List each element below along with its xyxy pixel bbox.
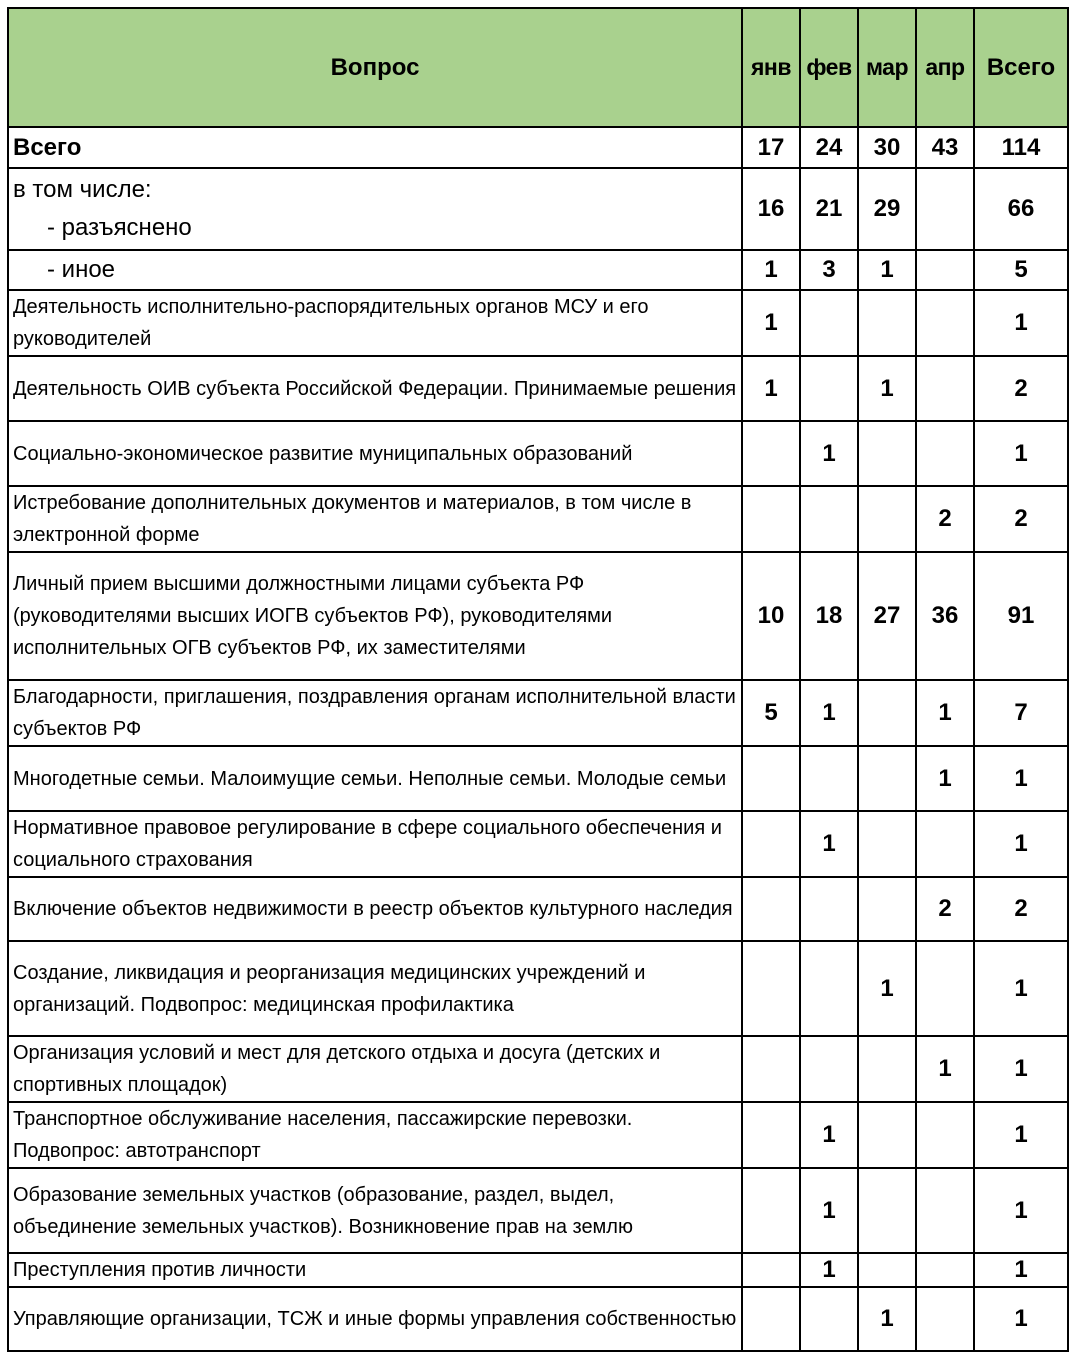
table-row [8,1253,1068,1287]
question-label: Нормативное правовое регулирование в сфере социального обеспечения и социального страхования [8,811,742,877]
month-count-cell [858,811,916,877]
table-header-row [8,8,1068,127]
month-count-cell [858,1036,916,1102]
summary-other-row [8,250,1068,290]
table-row [8,1102,1068,1168]
table-row [8,486,1068,552]
month-count-cell: 1 [800,1102,858,1168]
row-total-cell: 1 [974,1102,1068,1168]
month-count-cell [742,1036,800,1102]
month-count-cell [800,1287,858,1351]
month-count-cell [742,1253,800,1287]
month-count-cell [858,680,916,746]
table-cell [916,168,974,250]
row-total-cell: 2 [974,356,1068,421]
table-cell: 1 [858,250,916,290]
month-count-cell [800,877,858,941]
table-cell: 29 [858,168,916,250]
month-count-cell [800,486,858,552]
month-count-cell [916,290,974,356]
table-row [8,290,1068,356]
other-label: - иное [47,256,116,283]
row-total-cell: 1 [974,746,1068,811]
question-label: Многодетные семьи. Малоимущие семьи. Неполные семьи. Молодые семьи [8,746,742,811]
month-count-cell [742,746,800,811]
month-count-cell [858,1102,916,1168]
month-count-cell: 27 [858,552,916,680]
month-count-cell [742,486,800,552]
header-month-feb: фев [800,8,858,127]
question-label: Деятельность ОИВ субъекта Российской Федерации. Принимаемые решения [8,356,742,421]
question-label: Благодарности, приглашения, поздравления органам исполнительной власти субъектов РФ [8,680,742,746]
month-count-cell [916,1253,974,1287]
summary-explained-label [8,168,742,250]
summary-explained-row [8,168,1068,250]
month-count-cell [742,877,800,941]
month-count-cell [916,811,974,877]
table-row [8,941,1068,1036]
month-count-cell: 1 [800,811,858,877]
month-count-cell: 1 [858,941,916,1036]
table-cell [916,250,974,290]
summary-total-row [8,127,1068,168]
explained-label: - разъяснено [47,214,192,241]
month-count-cell [858,877,916,941]
question-label: Управляющие организации, ТСЖ и иные формы управления собственностью [8,1287,742,1351]
month-count-cell: 1 [916,746,974,811]
header-question: Вопрос [8,8,742,127]
question-label: Образование земельных участков (образование, раздел, выдел, объединение земельных участков). Возникновение прав на землю [8,1168,742,1253]
table-row [8,421,1068,486]
question-label: Личный прием высшими должностными лицами субъекта РФ (руководителями высших ИОГВ субъектов РФ), руководителями исполнительных ОГВ субъектов РФ, их заместителями [8,552,742,680]
appeals-statistics-table [7,7,1069,1352]
month-count-cell: 1 [916,1036,974,1102]
month-count-cell [742,811,800,877]
table-cell: 5 [974,250,1068,290]
month-count-cell [742,1102,800,1168]
including-label: в том числе: [13,176,152,203]
table-row [8,680,1068,746]
row-total-cell: 2 [974,877,1068,941]
question-label: Деятельность исполнительно-распорядительных органов МСУ и его руководителей [8,290,742,356]
month-count-cell [742,1168,800,1253]
month-count-cell [916,356,974,421]
month-count-cell [742,941,800,1036]
month-count-cell [916,941,974,1036]
month-count-cell [858,1168,916,1253]
month-count-cell [858,746,916,811]
table-row [8,1168,1068,1253]
month-count-cell: 1 [800,1253,858,1287]
table-cell: 1 [742,250,800,290]
month-count-cell [916,1102,974,1168]
table-cell: 17 [742,127,800,168]
table-row [8,552,1068,680]
month-count-cell: 2 [916,877,974,941]
row-total-cell: 1 [974,421,1068,486]
month-count-cell: 1 [800,421,858,486]
month-count-cell [800,941,858,1036]
table-cell: 114 [974,127,1068,168]
month-count-cell: 1 [742,356,800,421]
question-label: Включение объектов недвижимости в реестр объектов культурного наследия [8,877,742,941]
month-count-cell: 1 [800,680,858,746]
table-row [8,811,1068,877]
month-count-cell [858,421,916,486]
row-total-cell: 1 [974,1253,1068,1287]
table-row [8,877,1068,941]
row-total-cell: 91 [974,552,1068,680]
month-count-cell: 1 [858,1287,916,1351]
month-count-cell: 5 [742,680,800,746]
row-total-cell: 1 [974,811,1068,877]
summary-total-label: Всего [8,127,742,168]
month-count-cell: 1 [916,680,974,746]
row-total-cell: 2 [974,486,1068,552]
row-total-cell: 1 [974,941,1068,1036]
month-count-cell [916,1287,974,1351]
table-cell: 43 [916,127,974,168]
table-cell: 30 [858,127,916,168]
month-count-cell [800,356,858,421]
month-count-cell [742,1287,800,1351]
table-cell: 16 [742,168,800,250]
table-cell: 24 [800,127,858,168]
month-count-cell [742,421,800,486]
question-label: Создание, ликвидация и реорганизация медицинских учреждений и организаций. Подвопрос: медицинская профилактика [8,941,742,1036]
month-count-cell: 1 [800,1168,858,1253]
month-count-cell [858,486,916,552]
question-label: Организация условий и мест для детского отдыха и досуга (детских и спортивных площадок) [8,1036,742,1102]
table-row [8,746,1068,811]
table-cell: 21 [800,168,858,250]
summary-other-label [8,250,742,290]
month-count-cell: 36 [916,552,974,680]
question-label: Преступления против личности [8,1253,742,1287]
row-total-cell: 1 [974,290,1068,356]
header-month-apr: апр [916,8,974,127]
row-total-cell: 1 [974,1036,1068,1102]
month-count-cell: 1 [742,290,800,356]
month-count-cell [800,1036,858,1102]
month-count-cell [858,1253,916,1287]
question-label: Транспортное обслуживание населения, пассажирские перевозки. Подвопрос: автотранспорт [8,1102,742,1168]
table-row [8,1287,1068,1351]
header-total: Всего [974,8,1068,127]
table-row [8,1036,1068,1102]
question-label: Социально-экономическое развитие муниципальных образований [8,421,742,486]
table-cell: 66 [974,168,1068,250]
question-label: Истребование дополнительных документов и материалов, в том числе в электронной форме [8,486,742,552]
table-row [8,356,1068,421]
header-month-mar: мар [858,8,916,127]
month-count-cell: 18 [800,552,858,680]
month-count-cell: 10 [742,552,800,680]
month-count-cell [800,746,858,811]
header-month-jan: янв [742,8,800,127]
month-count-cell [916,1168,974,1253]
month-count-cell [858,290,916,356]
month-count-cell: 2 [916,486,974,552]
row-total-cell: 1 [974,1168,1068,1253]
month-count-cell [800,290,858,356]
month-count-cell: 1 [858,356,916,421]
row-total-cell: 7 [974,680,1068,746]
month-count-cell [916,421,974,486]
row-total-cell: 1 [974,1287,1068,1351]
table-cell: 3 [800,250,858,290]
